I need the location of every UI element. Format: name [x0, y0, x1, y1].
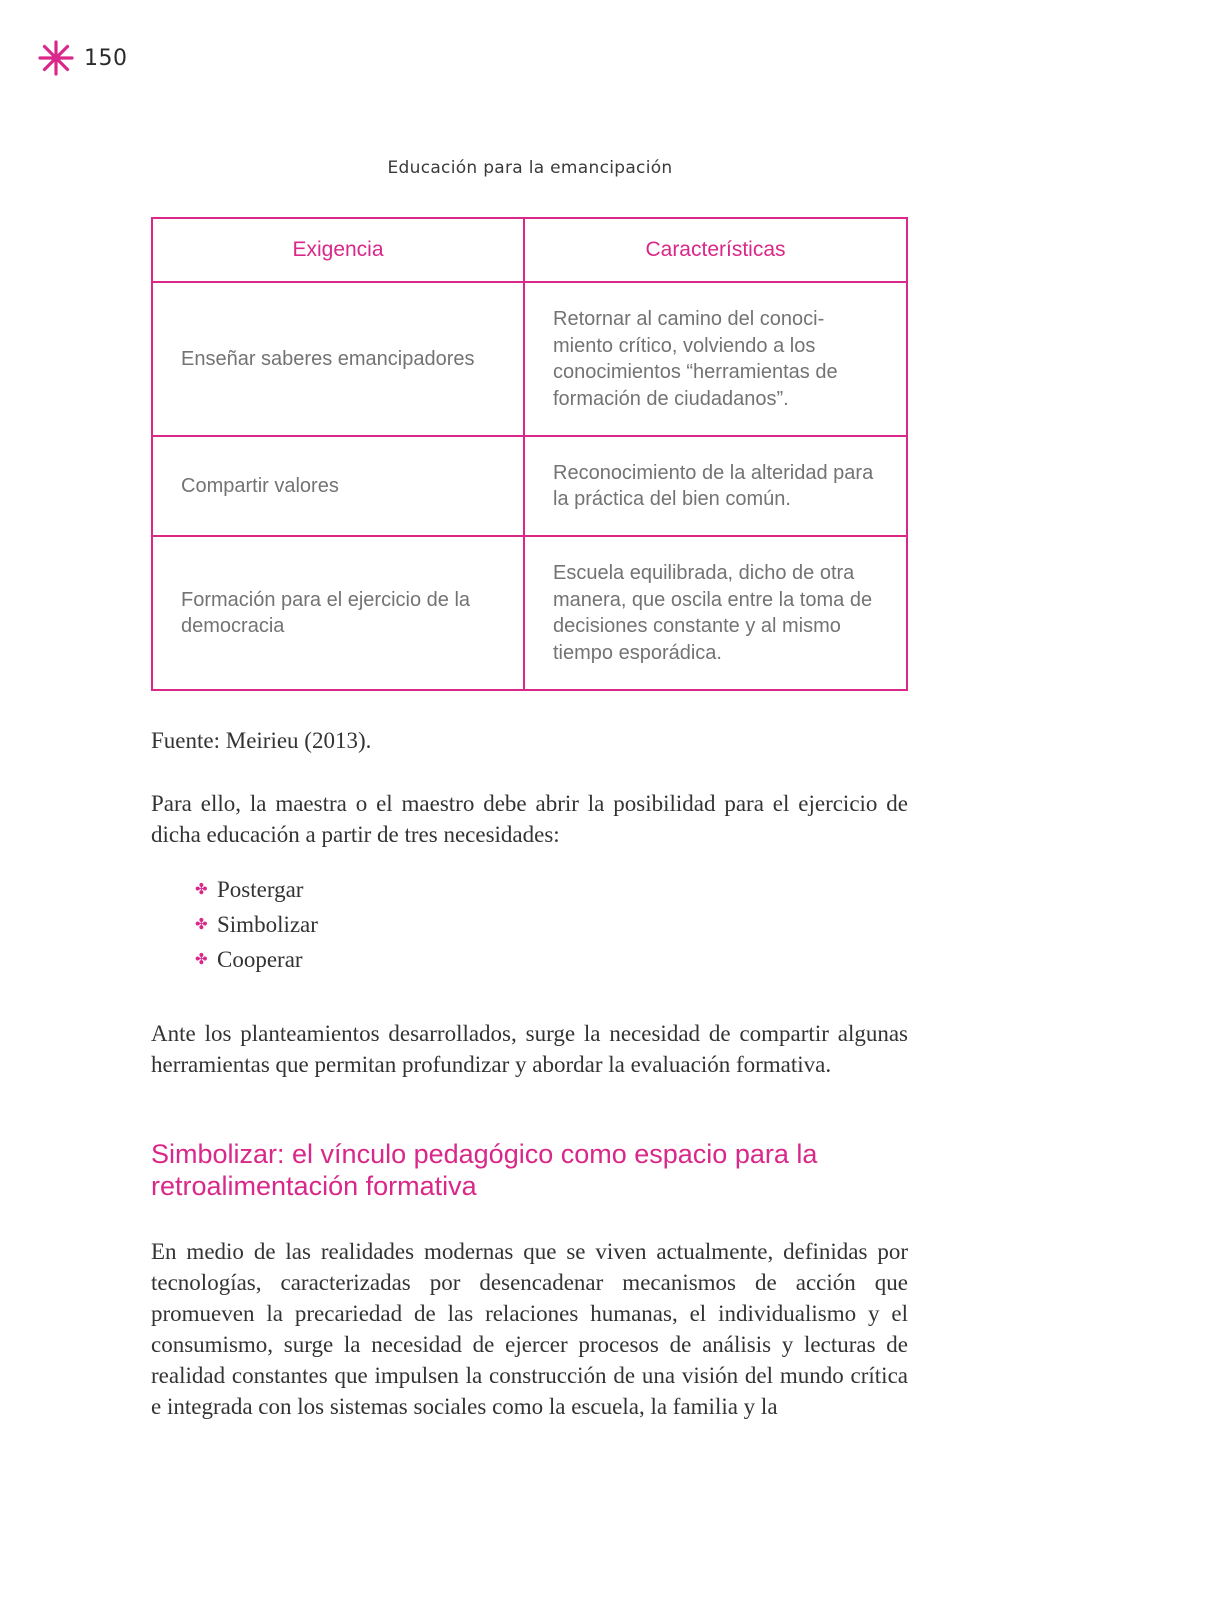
table-cell-caracteristicas: Retornar al camino del conoci-miento crítico, volviendo a los conocimientos “herramientas de formación de ciudadanos”.: [524, 282, 907, 436]
list-item: [195, 942, 318, 977]
page-header: [38, 38, 128, 78]
table-cell-exigencia: Enseñar saberes emancipadores: [152, 282, 524, 436]
list-item-label: Postergar: [217, 877, 304, 902]
section-heading: Simbolizar: el vínculo pedagógico como espacio para la retroalimentación formativa: [151, 1139, 818, 1201]
column-header-exigencia: Exigencia: [152, 218, 524, 282]
body-paragraph: En medio de las realidades modernas que se viven actualmente, definidas por tecnologías, caracterizadas por desencadenar mecanismos de acción que promueven la precariedad de las relaciones humanas, el individualismo y el consumismo, surge la necesidad de ejercer procesos de análisis y lecturas de realidad constantes que impulsen la construcción de una visión del mundo crítica e integrada con los sistemas sociales como la escuela, la familia y la: [151, 1239, 908, 1419]
column-header-caracteristicas: Características: [524, 218, 907, 282]
bullet-icon: ✤: [195, 915, 208, 933]
list-item: [195, 872, 318, 907]
body-paragraph: Ante los planteamientos desarrollados, surge la necesidad de compartir algunas herramientas que permitan profundizar y abordar la evaluación formativa.: [151, 1021, 908, 1077]
page-number: 150: [84, 45, 128, 71]
requirements-table: [151, 217, 908, 691]
needs-list: [195, 872, 318, 977]
table-cell-caracteristicas: Reconocimiento de la alteridad para la práctica del bien común.: [524, 436, 907, 536]
bullet-icon: ✤: [195, 880, 208, 898]
table-cell-exigencia: Formación para el ejercicio de la democracia: [152, 536, 524, 690]
table-header-row: [152, 218, 907, 282]
table-cell-exigencia: Compartir valores: [152, 436, 524, 536]
running-title: Educación para la emancipación: [387, 158, 673, 178]
list-item-label: Cooperar: [217, 947, 303, 972]
list-item-label: Simbolizar: [217, 912, 318, 937]
bullet-icon: ✤: [195, 950, 208, 968]
table-cell-caracteristicas: Escuela equilibrada, dicho de otra manera, que oscila entre la toma de decisiones constante y al mismo tiempo esporádica.: [524, 536, 907, 690]
list-item: [195, 907, 318, 942]
table-row: [152, 282, 907, 436]
body-paragraph: Para ello, la maestra o el maestro debe abrir la posibilidad para el ejercicio de dicha educación a partir de tres necesidades:: [151, 791, 908, 847]
table-source: Fuente: Meirieu (2013).: [151, 728, 372, 753]
table-row: [152, 436, 907, 536]
asterisk-flower-icon: [38, 40, 74, 76]
table-row: [152, 536, 907, 690]
